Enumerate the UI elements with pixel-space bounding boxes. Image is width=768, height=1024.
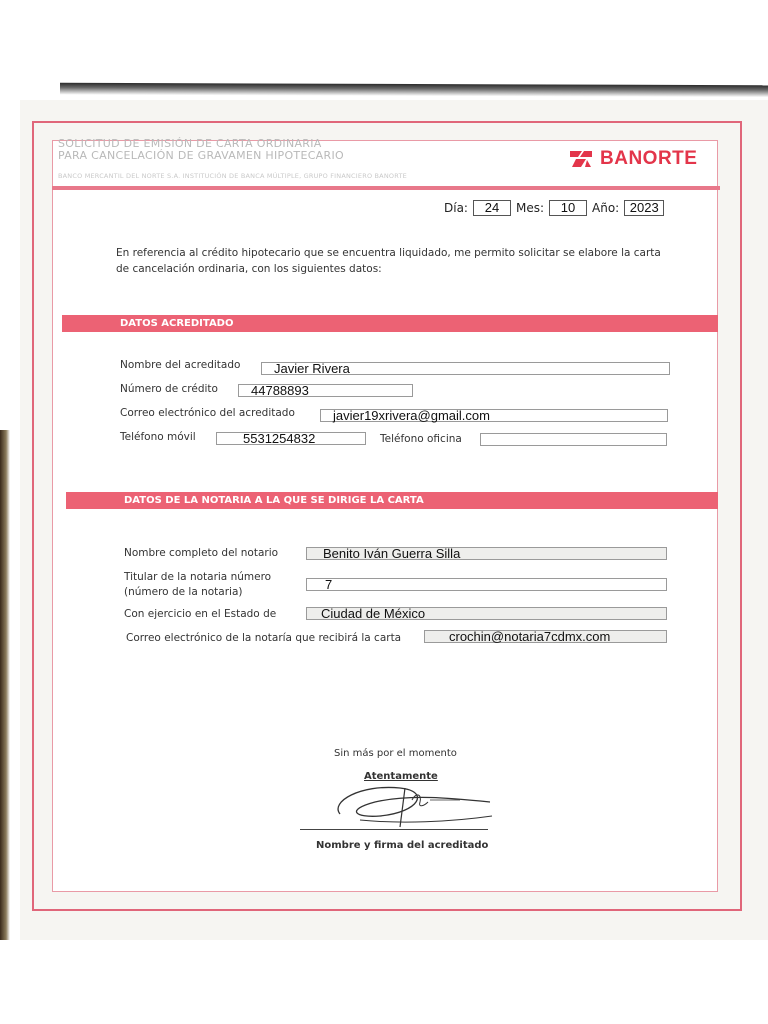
day-label: Día: (444, 201, 468, 215)
notary-number-label-line-2: (número de la notaria) (124, 586, 243, 598)
day-field[interactable]: 24 (473, 200, 511, 216)
notary-name-label: Nombre completo del notario (124, 547, 279, 559)
date-row (444, 200, 664, 216)
form-subtitle: BANCO MERCANTIL DEL NORTE S.A. INSTITUCIÓN DE BANCA MÚLTIPLE, GRUPO FINANCIERO BANORTE (58, 172, 407, 180)
banorte-logo-icon (568, 149, 594, 169)
notary-number-field[interactable]: 7 (306, 578, 667, 591)
office-phone-field[interactable] (480, 433, 667, 446)
notary-email-label: Correo electrónico de la notaría que recibirá la carta (126, 632, 402, 644)
form-title-line-1: SOLICITUD DE EMISIÓN DE CARTA ORDINARIA (58, 137, 322, 150)
notary-number-label-line-1: Titular de la notaria número (124, 571, 272, 583)
month-field[interactable]: 10 (549, 200, 587, 216)
form-title-line-2: PARA CANCELACIÓN DE GRAVAMEN HIPOTECARIO (58, 149, 344, 162)
closing-line: Sin más por el momento (334, 748, 457, 759)
banorte-logo (568, 148, 697, 170)
notary-email-field[interactable]: crochin@notaria7cdmx.com (424, 630, 667, 643)
name-label: Nombre del acreditado (120, 359, 241, 371)
handwritten-signature (320, 772, 500, 832)
photo-edge-shadow-left (0, 430, 10, 940)
section-datos-notaria: DATOS DE LA NOTARIA A LA QUE SE DIRIGE LA CARTA (66, 492, 718, 509)
office-phone-label: Teléfono oficina (380, 433, 462, 445)
signature-line (300, 829, 488, 830)
banorte-logo-text: BANORTE (600, 148, 698, 169)
notary-number-label (124, 570, 271, 600)
borrower-email-field[interactable]: javier19xrivera@gmail.com (320, 409, 668, 422)
photo-edge-shadow-top (60, 83, 768, 97)
form-title (58, 138, 528, 162)
month-label: Mes: (515, 201, 545, 215)
mobile-phone-label: Teléfono móvil (120, 431, 196, 443)
notary-state-field[interactable]: Ciudad de México (306, 607, 667, 620)
notary-state-label: Con ejercicio en el Estado de (124, 608, 277, 620)
mobile-phone-field[interactable]: 5531254832 (216, 432, 366, 445)
credit-number-label: Número de crédito (120, 383, 218, 395)
credit-number-field[interactable]: 44788893 (238, 384, 413, 397)
borrower-email-label: Correo electrónico del acreditado (120, 407, 295, 419)
signature-caption: Nombre y firma del acreditado (316, 840, 489, 851)
header-divider (52, 186, 720, 190)
regards-text: Atentamente (364, 771, 438, 782)
notary-name-field[interactable]: Benito Iván Guerra Silla (306, 547, 667, 560)
intro-paragraph: En referencia al crédito hipotecario que se encuentra liquidado, me permito solicitar se elabore la carta de cancelación ordinaria, con los siguientes datos: (116, 247, 661, 275)
year-field[interactable]: 2023 (624, 200, 664, 216)
section-datos-acreditado: DATOS ACREDITADO (62, 315, 718, 332)
name-field[interactable]: Javier Rivera (261, 362, 670, 375)
year-label: Año: (592, 201, 620, 215)
